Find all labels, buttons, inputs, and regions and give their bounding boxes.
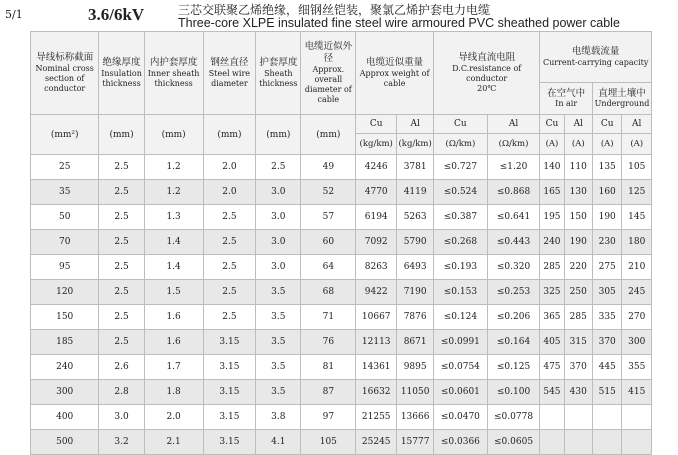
col-header-underground: 直埋土壤中 Underground — [592, 83, 651, 115]
table-cell: 6493 — [397, 255, 434, 280]
table-cell: 305 — [592, 280, 621, 305]
col-header-insulation: 绝缘厚度 Insulation thickness — [99, 32, 144, 115]
table-cell: 7092 — [356, 230, 397, 255]
table-cell: ≤0.253 — [487, 280, 540, 305]
table-cell — [564, 405, 592, 430]
col-header-steel-wire: 钢丝直径 Steel wire diameter — [203, 32, 256, 115]
table-cell: 1.2 — [144, 155, 203, 180]
table-cell: 220 — [564, 255, 592, 280]
table-cell: 3.8 — [256, 405, 301, 430]
table-cell: 185 — [31, 330, 99, 355]
unit-cell: (A) — [592, 134, 621, 155]
table-cell: 71 — [301, 305, 356, 330]
col-header-inner-sheath: 内护套厚度 Inner sheath thickness — [144, 32, 203, 115]
unit-cell: (A) — [564, 134, 592, 155]
table-cell: 405 — [540, 330, 564, 355]
col-header-weight: 电缆近似重量 Approx weight of cable — [356, 32, 434, 115]
table-cell: 3.0 — [256, 205, 301, 230]
table-cell: 135 — [592, 155, 621, 180]
table-row — [31, 255, 652, 280]
unit-cell: (Ω/km) — [487, 134, 540, 155]
table-cell: ≤0.0366 — [434, 430, 488, 455]
table-cell: 2.6 — [99, 355, 144, 380]
table-cell: 4119 — [397, 180, 434, 205]
page-number: 5/1 — [5, 8, 23, 21]
table-cell: 2.5 — [203, 305, 256, 330]
table-cell: 315 — [564, 330, 592, 355]
table-cell: 370 — [592, 330, 621, 355]
table-cell: 7190 — [397, 280, 434, 305]
table-cell: 10667 — [356, 305, 397, 330]
table-cell: ≤0.641 — [487, 205, 540, 230]
table-cell: 1.6 — [144, 330, 203, 355]
table-cell: 145 — [622, 205, 652, 230]
table-row — [31, 205, 652, 230]
table-cell: 1.8 — [144, 380, 203, 405]
unit-cell: (Ω/km) — [434, 134, 488, 155]
table-cell: 49 — [301, 155, 356, 180]
material-cell: Cu — [540, 115, 564, 134]
table-cell: ≤0.100 — [487, 380, 540, 405]
table-cell: 445 — [592, 355, 621, 380]
table-cell: ≤0.0991 — [434, 330, 488, 355]
table-cell: 70 — [31, 230, 99, 255]
unit-cell: (mm) — [301, 115, 356, 155]
table-cell: 11050 — [397, 380, 434, 405]
table-cell: 120 — [31, 280, 99, 305]
table-cell — [540, 405, 564, 430]
table-cell: 1.2 — [144, 180, 203, 205]
table-cell: 2.5 — [203, 255, 256, 280]
table-cell: 2.5 — [99, 330, 144, 355]
unit-cell: (mm) — [99, 115, 144, 155]
material-cell: Al — [622, 115, 652, 134]
unit-cell: (A) — [622, 134, 652, 155]
table-cell: 5790 — [397, 230, 434, 255]
material-row — [31, 115, 652, 134]
table-cell: 3.5 — [256, 280, 301, 305]
table-cell: 335 — [592, 305, 621, 330]
table-cell: 300 — [622, 330, 652, 355]
table-cell: 95 — [31, 255, 99, 280]
title-chinese: 三芯交联聚乙烯绝缘，细钢丝铠装，聚氯乙烯护套电力电缆 — [178, 3, 491, 17]
table-cell: 2.1 — [144, 430, 203, 455]
table-cell: ≤0.0778 — [487, 405, 540, 430]
table-cell: 250 — [564, 280, 592, 305]
table-cell: 160 — [592, 180, 621, 205]
table-cell: ≤0.0470 — [434, 405, 488, 430]
table-cell: 2.5 — [99, 305, 144, 330]
table-cell — [592, 430, 621, 455]
table-cell: 150 — [31, 305, 99, 330]
table-cell: 3.15 — [203, 380, 256, 405]
table-cell: 15777 — [397, 430, 434, 455]
table-cell: 2.8 — [99, 380, 144, 405]
table-cell: 230 — [592, 230, 621, 255]
table-cell — [540, 430, 564, 455]
table-cell: 76 — [301, 330, 356, 355]
table-cell: 285 — [540, 255, 564, 280]
header — [0, 0, 678, 32]
table-cell: 16632 — [356, 380, 397, 405]
table-cell: 3.5 — [256, 380, 301, 405]
table-row — [31, 155, 652, 180]
table-cell: 2.5 — [99, 255, 144, 280]
table-cell: 165 — [540, 180, 564, 205]
unit-cell: (kg/km) — [397, 134, 434, 155]
table-cell: ≤0.164 — [487, 330, 540, 355]
table-cell: ≤0.124 — [434, 305, 488, 330]
table-cell: 300 — [31, 380, 99, 405]
table-cell: 110 — [564, 155, 592, 180]
table-cell: 130 — [564, 180, 592, 205]
table-cell: 9422 — [356, 280, 397, 305]
table-cell — [622, 405, 652, 430]
table-cell: 52 — [301, 180, 356, 205]
table-cell: 140 — [540, 155, 564, 180]
table-row — [31, 280, 652, 305]
table-cell: 240 — [31, 355, 99, 380]
table-cell: ≤0.268 — [434, 230, 488, 255]
table-cell: 5263 — [397, 205, 434, 230]
unit-cell: (mm²) — [31, 115, 99, 155]
table-cell: 245 — [622, 280, 652, 305]
table-row — [31, 405, 652, 430]
table-cell: ≤0.727 — [434, 155, 488, 180]
table-cell: 3.0 — [256, 230, 301, 255]
unit-cell: (A) — [540, 134, 564, 155]
table-cell: 3.5 — [256, 355, 301, 380]
table-cell: 2.0 — [144, 405, 203, 430]
col-header-in-air: 在空气中 In air — [540, 83, 593, 115]
table-cell: 105 — [622, 155, 652, 180]
table-cell: 21255 — [356, 405, 397, 430]
table-cell: 355 — [622, 355, 652, 380]
table-cell: 125 — [622, 180, 652, 205]
table-cell: 64 — [301, 255, 356, 280]
table-cell: 515 — [592, 380, 621, 405]
table-cell: 1.4 — [144, 255, 203, 280]
table-cell: 210 — [622, 255, 652, 280]
material-cell: Al — [397, 115, 434, 134]
table-cell: 370 — [564, 355, 592, 380]
material-cell: Al — [487, 115, 540, 134]
table-cell: 87 — [301, 380, 356, 405]
table-cell: 1.6 — [144, 305, 203, 330]
material-cell: Cu — [356, 115, 397, 134]
table-cell: ≤0.868 — [487, 180, 540, 205]
table-cell — [564, 430, 592, 455]
table-cell: 3781 — [397, 155, 434, 180]
table-cell: 3.15 — [203, 405, 256, 430]
unit-cell: (kg/km) — [356, 134, 397, 155]
unit-cell: (mm) — [203, 115, 256, 155]
table-cell: 3.2 — [99, 430, 144, 455]
table-cell: 6194 — [356, 205, 397, 230]
table-cell: 275 — [592, 255, 621, 280]
material-cell: Cu — [592, 115, 621, 134]
table-cell: 195 — [540, 205, 564, 230]
table-cell: 415 — [622, 380, 652, 405]
table-cell: 2.5 — [203, 280, 256, 305]
table-row — [31, 180, 652, 205]
table-row — [31, 330, 652, 355]
table-cell: 97 — [301, 405, 356, 430]
table-cell: 2.0 — [203, 180, 256, 205]
cable-spec-table — [30, 31, 652, 455]
table-cell: 1.5 — [144, 280, 203, 305]
table-cell: 2.0 — [203, 155, 256, 180]
table-cell: 12113 — [356, 330, 397, 355]
table-cell: 4.1 — [256, 430, 301, 455]
table-cell: ≤0.206 — [487, 305, 540, 330]
table-cell: 285 — [564, 305, 592, 330]
col-header-cross-section: 导线标称截面 Nominal cross section of conductor — [31, 32, 99, 115]
unit-cell: (mm) — [144, 115, 203, 155]
material-cell: Cu — [434, 115, 488, 134]
table-cell: ≤0.125 — [487, 355, 540, 380]
table-cell: 7876 — [397, 305, 434, 330]
col-header-sheath: 护套厚度 Sheath thickness — [256, 32, 301, 115]
table-cell: 8263 — [356, 255, 397, 280]
table-cell: 240 — [540, 230, 564, 255]
table-cell: 2.5 — [99, 180, 144, 205]
table-row — [31, 355, 652, 380]
table-row — [31, 380, 652, 405]
table-cell: 4246 — [356, 155, 397, 180]
table-cell — [592, 405, 621, 430]
table-cell: 430 — [564, 380, 592, 405]
table-cell: 3.5 — [256, 305, 301, 330]
table-cell: 190 — [564, 230, 592, 255]
table-cell: 190 — [592, 205, 621, 230]
table-cell: ≤1.20 — [487, 155, 540, 180]
table-cell: 25245 — [356, 430, 397, 455]
table-cell: 3.15 — [203, 355, 256, 380]
table-cell: 25 — [31, 155, 99, 180]
table-cell: ≤0.0605 — [487, 430, 540, 455]
table-cell: ≤0.193 — [434, 255, 488, 280]
table-cell: 2.5 — [99, 230, 144, 255]
table-cell: 57 — [301, 205, 356, 230]
voltage-rating: 3.6/6kV — [88, 5, 145, 24]
material-cell: Al — [564, 115, 592, 134]
table-cell: 2.5 — [203, 205, 256, 230]
table-cell: 105 — [301, 430, 356, 455]
table-cell: 1.4 — [144, 230, 203, 255]
table-cell: 13666 — [397, 405, 434, 430]
table-row — [31, 430, 652, 455]
table-row — [31, 305, 652, 330]
table-cell: 3.0 — [256, 255, 301, 280]
table-cell: ≤0.0754 — [434, 355, 488, 380]
table-cell: 60 — [301, 230, 356, 255]
table-cell: ≤0.387 — [434, 205, 488, 230]
table-cell: 500 — [31, 430, 99, 455]
table-cell: 325 — [540, 280, 564, 305]
table-cell: 545 — [540, 380, 564, 405]
table-cell: 2.5 — [99, 155, 144, 180]
unit-cell: (mm) — [256, 115, 301, 155]
table-cell: 475 — [540, 355, 564, 380]
table-body — [31, 155, 652, 455]
table-cell: 180 — [622, 230, 652, 255]
table-cell: ≤0.153 — [434, 280, 488, 305]
table-cell: 1.7 — [144, 355, 203, 380]
col-header-diameter: 电缆近似外径 Approx. overall diameter of cable — [301, 32, 356, 115]
table-cell: 3.0 — [256, 180, 301, 205]
table-cell: 3.15 — [203, 430, 256, 455]
table-cell: 150 — [564, 205, 592, 230]
table-cell: 68 — [301, 280, 356, 305]
table-cell — [622, 430, 652, 455]
table-cell: 2.5 — [99, 280, 144, 305]
table-cell: 14361 — [356, 355, 397, 380]
table-cell: ≤0.320 — [487, 255, 540, 280]
table-cell: 4770 — [356, 180, 397, 205]
table-cell: 365 — [540, 305, 564, 330]
table-cell: 8671 — [397, 330, 434, 355]
table-cell: 2.5 — [203, 230, 256, 255]
table-cell: 270 — [622, 305, 652, 330]
table-cell: 35 — [31, 180, 99, 205]
title-english: Three-core XLPE insulated fine steel wire armoured PVC sheathed power cable — [178, 16, 620, 30]
table-cell: 2.5 — [256, 155, 301, 180]
table-cell: ≤0.0601 — [434, 380, 488, 405]
table-cell: ≤0.443 — [487, 230, 540, 255]
table-cell: 3.5 — [256, 330, 301, 355]
table-cell: 81 — [301, 355, 356, 380]
col-header-capacity: 电缆载流量 Current-carrying capacity — [540, 32, 652, 83]
col-header-resistance: 导线直流电阻 D.C.resistance of conductor 20℃ — [434, 32, 540, 115]
table-cell: 9895 — [397, 355, 434, 380]
table-cell: 1.3 — [144, 205, 203, 230]
table-cell: 3.15 — [203, 330, 256, 355]
table-cell: 3.0 — [99, 405, 144, 430]
table-cell: 2.5 — [99, 205, 144, 230]
table-row — [31, 230, 652, 255]
table-cell: 50 — [31, 205, 99, 230]
table-cell: 400 — [31, 405, 99, 430]
table-cell: ≤0.524 — [434, 180, 488, 205]
